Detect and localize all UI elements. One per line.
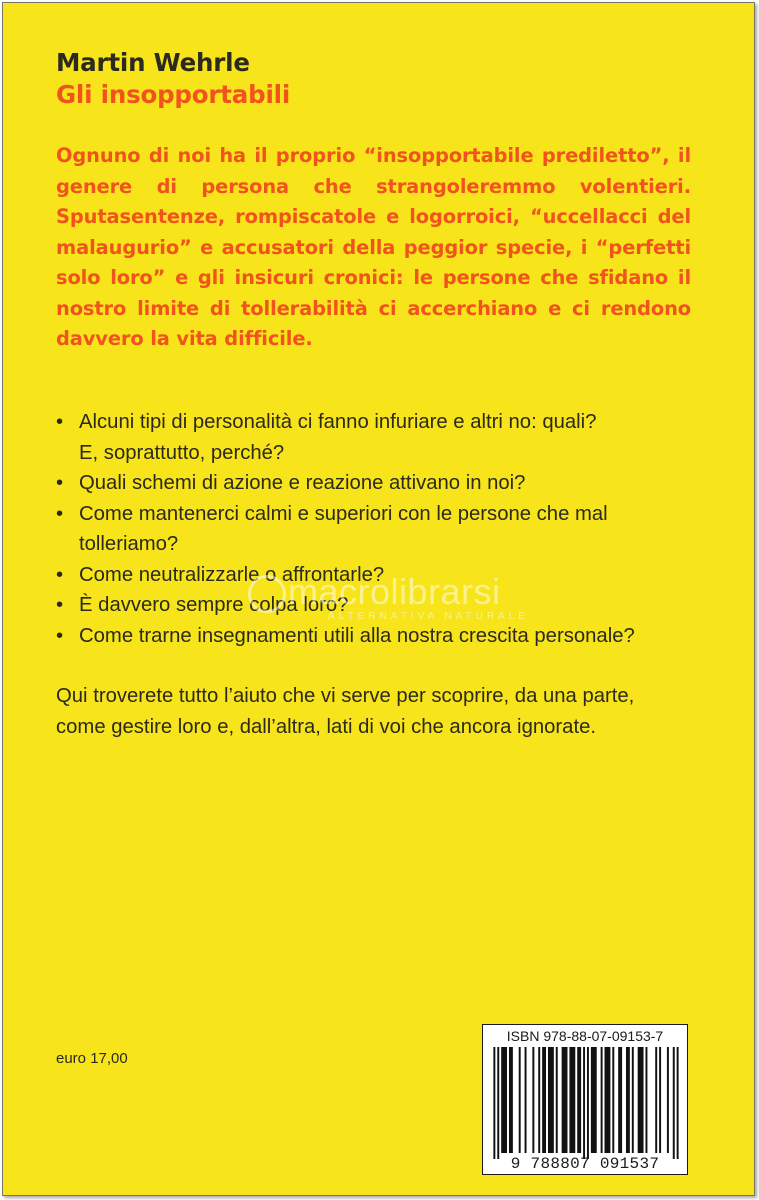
bullet-dot: •	[56, 624, 64, 647]
barcode-digits: 9 788807 091537	[510, 1155, 660, 1173]
bullet-text: Come trarne insegnamenti utili alla nostra crescita personale?	[79, 624, 635, 647]
bullet-item	[56, 407, 716, 468]
barcode-bar	[659, 1047, 661, 1153]
bullet-dot: •	[56, 594, 64, 616]
author-name: Martin Wehrle	[56, 48, 250, 77]
closing-line: come gestire loro e, dall’altra, lati di voi che ancora ignorate.	[56, 715, 596, 738]
bullet-item	[56, 468, 716, 499]
book-title: Gli insopportabili	[56, 80, 291, 109]
bullet-text: Quali schemi di azione e reazione attivano in noi?	[79, 472, 526, 494]
barcode-bar	[591, 1047, 597, 1153]
barcode-bar	[601, 1047, 603, 1153]
barcode-bar	[532, 1047, 534, 1153]
barcode-bar	[645, 1047, 647, 1153]
isbn-label: ISBN 978-88-07-09153-7	[506, 1028, 664, 1044]
barcode-bar	[587, 1047, 589, 1159]
barcode-bar	[569, 1047, 575, 1153]
closing-line: Qui troverete tutto l’aiuto che vi serve per scoprire, da una parte,	[56, 685, 635, 707]
intro-paragraph	[56, 141, 691, 355]
barcode-bar	[577, 1047, 581, 1153]
intro-line: nostro limite di tollerabilità ci accerchiano e ci rendono	[56, 296, 691, 320]
bullet-item	[56, 621, 716, 652]
barcode-bar	[525, 1047, 527, 1153]
watermark-text: macrolibrarsi	[288, 571, 501, 612]
intro-line: Sputasentenze, rompiscatole e logorroici, “uccellacci del	[56, 205, 691, 228]
barcode-bar	[638, 1047, 644, 1153]
barcode	[482, 1024, 688, 1175]
intro-line: davvero la vita difficile.	[56, 327, 313, 350]
intro-line: Ognuno di noi ha il proprio “insopportabile prediletto”, il	[56, 144, 691, 167]
barcode-bar	[542, 1047, 546, 1153]
bullet-text: Come neutralizzarle o affrontarle?	[79, 563, 385, 586]
bullet-item	[56, 499, 716, 560]
bullet-dot: •	[56, 502, 64, 525]
barcode-bar	[497, 1047, 499, 1159]
barcode-bar	[538, 1047, 540, 1153]
barcode-bar	[583, 1047, 585, 1159]
bullet-text: Come mantenerci calmi e superiori con le persone che mal	[79, 502, 608, 525]
bullet-dot: •	[56, 411, 64, 433]
barcode-bar	[667, 1047, 669, 1153]
barcode-bar	[548, 1047, 554, 1153]
price: euro 17,00	[56, 1050, 128, 1067]
barcode-bar	[673, 1047, 675, 1159]
barcode-bar	[562, 1047, 568, 1153]
barcode-bar	[677, 1047, 679, 1159]
watermark-subtitle: ALTERNATIVA NATURALE	[328, 611, 529, 622]
barcode-bar	[605, 1047, 611, 1153]
barcode-bar	[493, 1047, 495, 1159]
barcode-bar	[612, 1047, 614, 1153]
barcode-bar	[509, 1047, 513, 1153]
intro-line: malaugurio” e accusatori della peggior specie, i “perfetti	[56, 235, 691, 259]
barcode-bar	[556, 1047, 558, 1153]
bullet-text: E, soprattutto, perché?	[79, 441, 285, 464]
bullet-text: tolleriamo?	[79, 533, 179, 555]
barcode-bar	[626, 1047, 630, 1153]
barcode-bar	[655, 1047, 657, 1153]
barcode-bar	[501, 1047, 507, 1153]
barcode-bars	[483, 1025, 689, 1176]
bullet-dot: •	[56, 472, 64, 494]
closing-paragraph	[56, 681, 706, 742]
bullet-dot: •	[56, 563, 64, 586]
intro-line: genere di persona che strangoleremmo volentieri.	[56, 174, 691, 198]
book-back-cover	[2, 2, 755, 1196]
barcode-bar	[632, 1047, 634, 1153]
barcode-bar	[618, 1047, 622, 1153]
bullet-text: Alcuni tipi di personalità ci fanno infuriare e altri no: quali?	[79, 411, 597, 433]
barcode-bar	[519, 1047, 521, 1153]
intro-line: solo loro” e gli insicuri cronici: le persone che sfidano il	[56, 266, 691, 289]
watermark-logo-icon	[248, 575, 286, 613]
bullet-text: È davvero sempre colpa loro?	[79, 594, 349, 616]
